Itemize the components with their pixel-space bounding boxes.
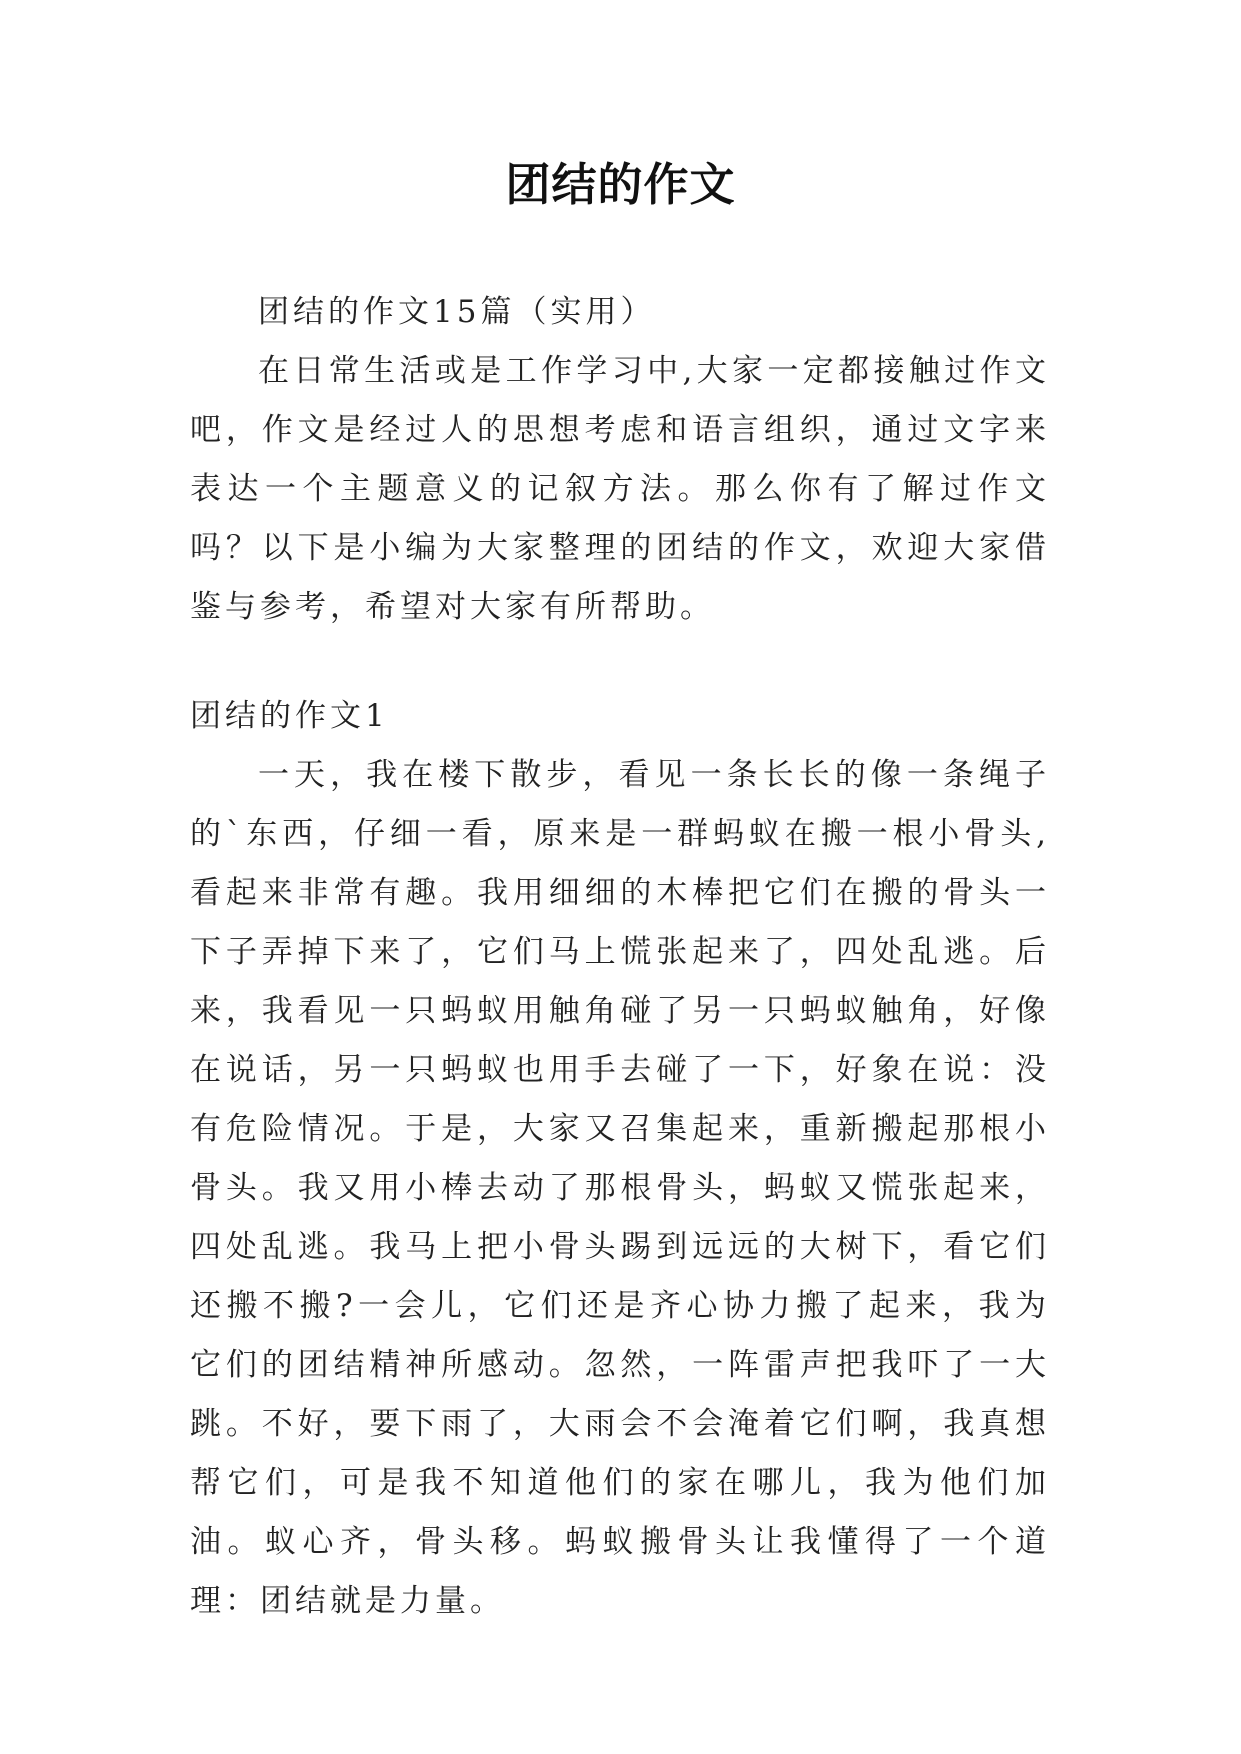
essay-paragraph: 一天，我在楼下散步，看见一条长长的像一条绳子的`东西，仔细一看，原来是一群蚂蚁在搬一根小骨头,看起来非常有趣。我用细细的木棒把它们在搬的骨头一下子弄掉下来了，它们马上慌张起来了，四处乱逃。后来，我看见一只蚂蚁用触角碰了另一只蚂蚁触角，好像在说话，另一只蚂蚁也用手去碰了一下，好象在说：没有危险情况。于是，大家又召集起来，重新搬起那根小骨头。我又用小棒去动了那根骨头，蚂蚁又慌张起来，四处乱逃。我马上把小骨头踢到远远的大树下，看它们还搬不搬?一会儿，它们还是齐心协力搬了起来，我为它们的团结精神所感动。忽然，一阵雷声把我吓了一大跳。不好，要下雨了，大雨会不会淹着它们啊，我真想帮它们，可是我不知道他们的家在哪儿，我为他们加油。蚁心齐，骨头移。蚂蚁搬骨头让我懂得了一个道理：团结就是力量。 bbox=[190, 757, 1050, 1619]
document-subtitle: 团结的作文15篇（实用） bbox=[258, 294, 656, 330]
document-title: 团结的作文 bbox=[505, 158, 736, 211]
essay-section bbox=[190, 687, 1050, 1631]
intro-paragraph: 在日常生活或是工作学习中,大家一定都接触过作文吧，作文是经过人的思想考虑和语言组织，通过文字来表达一个主题意义的记叙方法。那么你有了解过作文吗？以下是小编为大家整理的团结的作文，欢迎大家借鉴与参考，希望对大家有所帮助。 bbox=[190, 353, 1050, 625]
intro-section bbox=[190, 283, 1050, 637]
essay-heading: 团结的作文1 bbox=[190, 698, 389, 734]
